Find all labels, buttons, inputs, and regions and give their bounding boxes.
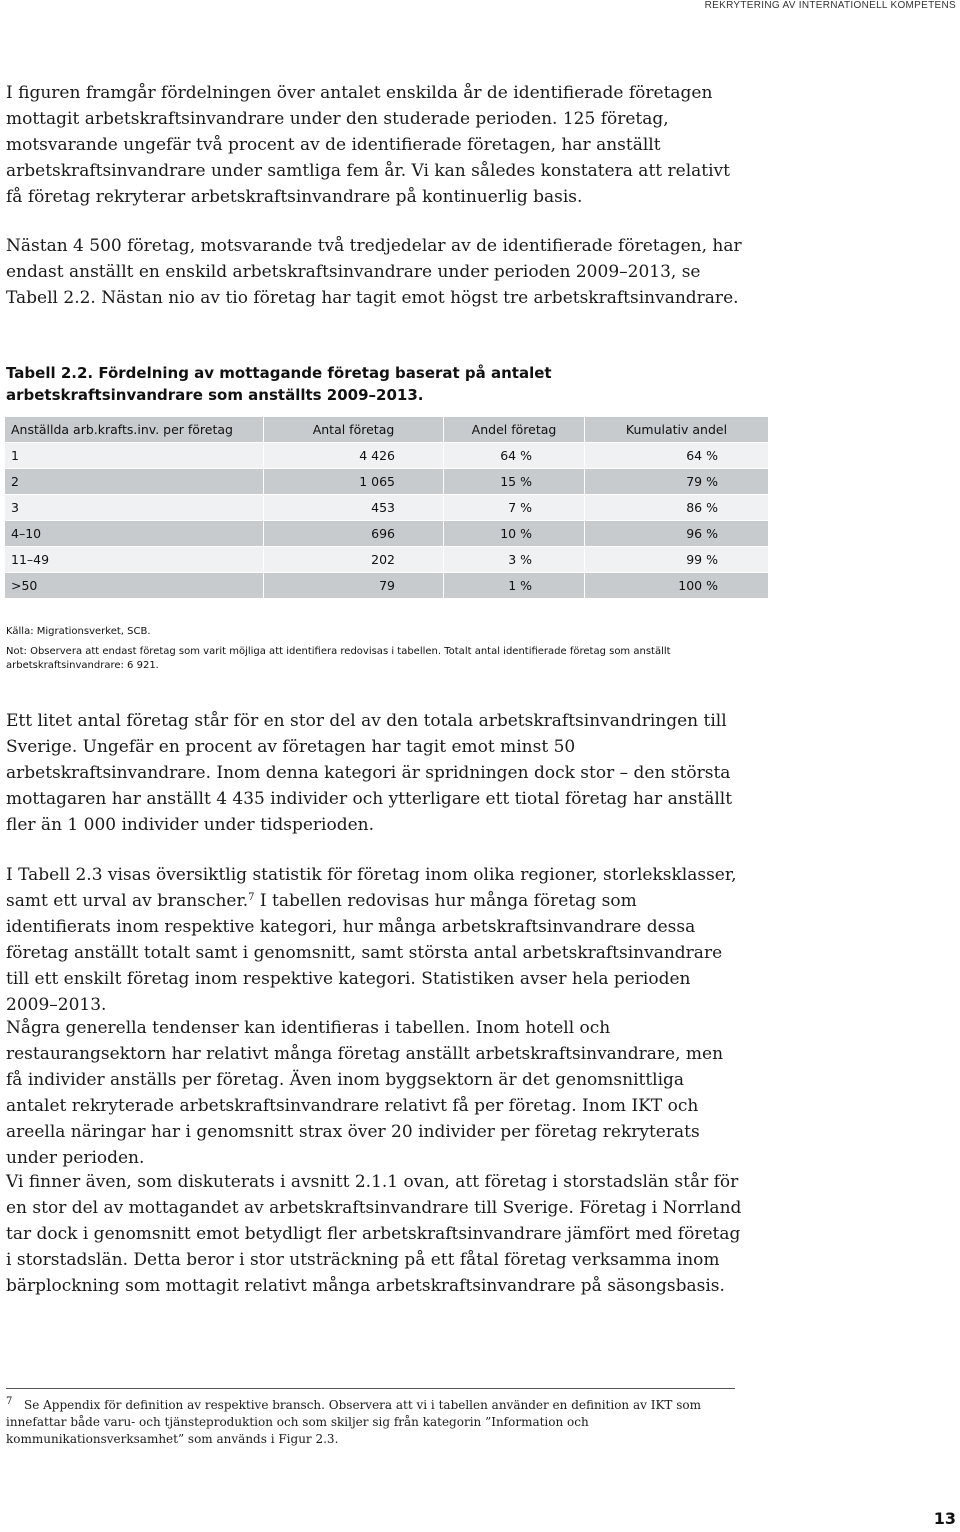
table-cell: 64 % [444, 443, 585, 469]
table-cell: 3 % [444, 547, 585, 573]
running-header: REKRYTERING AV INTERNATIONELL KOMPETENS [704, 0, 956, 11]
paragraph-4 [6, 862, 742, 1018]
table-source: Källa: Migrationsverket, SCB. [6, 626, 151, 637]
column-header: Anställda arb.krafts.inv. per företag [5, 417, 264, 443]
table-cell: 453 [264, 495, 444, 521]
footnote-number: 7 [6, 1396, 13, 1407]
footnote-reference[interactable]: 7 [248, 892, 255, 903]
table-cell: 202 [264, 547, 444, 573]
footnote-divider [6, 1388, 735, 1389]
table-cell: 4 426 [264, 443, 444, 469]
distribution-table [4, 416, 769, 599]
table-cell: 696 [264, 521, 444, 547]
table-row [5, 469, 769, 495]
table-cell: 79 [264, 573, 444, 599]
page-number: 13 [933, 1509, 956, 1528]
table-cell: 99 % [585, 547, 769, 573]
table-cell: 3 [5, 495, 264, 521]
table-cell: 2 [5, 469, 264, 495]
table-cell: 4–10 [5, 521, 264, 547]
table-cell: 1 065 [264, 469, 444, 495]
table-cell: >50 [5, 573, 264, 599]
paragraph-1: I figuren framgår fördelningen över antalet enskilda år de identifierade företagen mottagit arbetskraftsinvandrare under den studerade perioden. 125 företag, motsvarande ungefär två procent av de identifierade företagen, har anställt arbetskraftsinvandrare under samtliga fem år. Vi kan således konstatera att relativt få företag rekryterar arbetskraftsinvandrare på kontinuerlig basis. [6, 83, 730, 207]
table-cell: 96 % [585, 521, 769, 547]
footnote-text: Se Appendix för definition av respektive bransch. Observera att vi i tabellen använder en definition av IKT som innefattar både varu- och tjänsteproduktion och som skiljer sig från kategorin ”Information och kommunikationsverksamhet” som används i Figur 2.3. [6, 1398, 702, 1446]
table-title: Tabell 2.2. Fördelning av mottagande företag baserat på antalet arbetskraftsinvandrare som anställts 2009–2013. [6, 364, 552, 404]
table-row [5, 547, 769, 573]
column-header: Kumulativ andel [585, 417, 769, 443]
paragraph-4-part-1: I Tabell 2.3 visas översiktlig statistik för företag inom olika regioner, storleksklasser, samt ett urval av branscher. [6, 865, 737, 911]
table-row [5, 443, 769, 469]
paragraph-3: Ett litet antal företag står för en stor del av den totala arbetskraftsinvandringen till Sverige. Ungefär en procent av företagen har tagit emot minst 50 arbetskraftsinvandrare. Inom denna kategori är spridningen dock stor – den största mottagaren har anställt 4 435 individer och ytterligare ett tiotal företag har anställt fler än 1 000 individer under tidsperioden. [6, 711, 733, 835]
table-header-row [5, 417, 769, 443]
table-cell: 86 % [585, 495, 769, 521]
table-cell: 15 % [444, 469, 585, 495]
table-cell: 11–49 [5, 547, 264, 573]
table-cell: 1 % [444, 573, 585, 599]
table-cell: 100 % [585, 573, 769, 599]
table-cell: 1 [5, 443, 264, 469]
table-cell: 7 % [444, 495, 585, 521]
paragraph-5: Några generella tendenser kan identifieras i tabellen. Inom hotell och restaurangsektorn har relativt många företag anställt arbetskraftsinvandrare, men få individer anställs per företag. Även inom byggsektorn är det genomsnittliga antalet rekryterade arbetskraftsinvandrare relativt få per företag. Inom IKT och areella näringar har i genomsnitt strax över 20 individer per företag rekryterats under perioden. [6, 1018, 724, 1168]
column-header: Antal företag [264, 417, 444, 443]
paragraph-6: Vi finner även, som diskuterats i avsnitt 2.1.1 ovan, att företag i storstadslän står för en stor del av mottagandet av arbetskraftsinvandrare till Sverige. Företag i Norrland tar dock i genomsnitt emot betydligt fler arbetskraftsinvandrare jämfört med företag i storstadslän. Detta beror i stor utsträckning på ett fåtal företag verksamma inom bärplockning som mottagit relativt många arbetskraftsinvandrare på säsongsbasis. [6, 1172, 742, 1296]
table-row [5, 495, 769, 521]
footnote [6, 1397, 746, 1448]
table-cell: 64 % [585, 443, 769, 469]
table-row [5, 573, 769, 599]
table-cell: 79 % [585, 469, 769, 495]
paragraph-4-part-2: I tabellen redovisas hur många företag som identifierats inom respektive kategori, hur många arbetskraftsinvandrare dessa företag anställt totalt samt i genomsnitt, samt största antal arbetskraftsinvandrare till ett enskilt företag inom respektive kategori. Statistiken avser hela perioden 2009–2013. [6, 891, 723, 1015]
table-row [5, 521, 769, 547]
paragraph-2: Nästan 4 500 företag, motsvarande två tredjedelar av de identifierade företagen, har endast anställt en enskild arbetskraftsinvandrare under perioden 2009–2013, se Tabell 2.2. Nästan nio av tio företag har tagit emot högst tre arbetskraftsinvandrare. [6, 236, 742, 308]
column-header: Andel företag [444, 417, 585, 443]
table-note: Not: Observera att endast företag som varit möjliga att identifiera redovisas i tabellen. Totalt antal identifierade företag som anställt arbetskraftsinvandrare: 6 921. [6, 646, 671, 671]
table-cell: 10 % [444, 521, 585, 547]
